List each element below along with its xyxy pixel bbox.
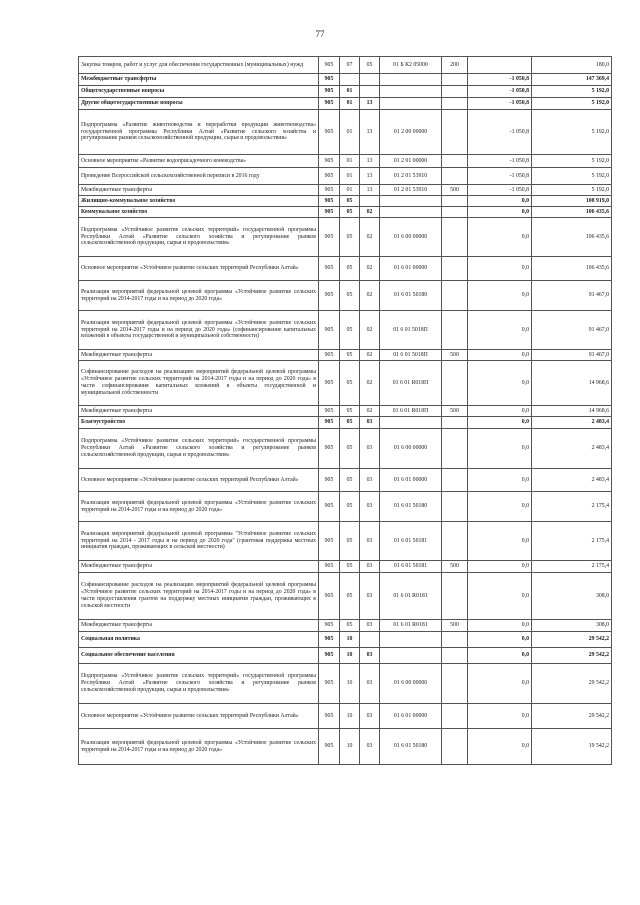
change-amount-cell: -1 050,8 (468, 74, 532, 86)
target-article-cell: 01 6 01 R018П (380, 361, 442, 406)
change-amount-cell: 0,0 (468, 729, 532, 765)
item-name-cell: Проведение Всероссийской сельскохозяйственной переписи в 2016 году (79, 168, 319, 185)
section-code-cell: 05 (340, 196, 360, 207)
glav-code-cell: 905 (319, 311, 340, 350)
subsection-code-cell: 02 (360, 207, 380, 218)
change-amount-cell: 0,0 (468, 648, 532, 664)
budget-table (78, 56, 612, 765)
table-row (79, 417, 612, 429)
expense-type-cell (442, 704, 468, 729)
section-code-cell: 01 (340, 155, 360, 168)
expense-type-cell (442, 632, 468, 648)
subsection-code-cell: 13 (360, 155, 380, 168)
glav-code-cell: 905 (319, 110, 340, 155)
table-row (79, 207, 612, 218)
total-amount-cell: 29 542,2 (532, 632, 612, 648)
target-article-cell: 01 6 00 00000 (380, 429, 442, 469)
section-code-cell: 05 (340, 417, 360, 429)
glav-code-cell: 905 (319, 257, 340, 281)
change-amount-cell (468, 57, 532, 74)
total-amount-cell: 2 175,4 (532, 561, 612, 573)
section-code-cell: 10 (340, 704, 360, 729)
section-code-cell: 10 (340, 664, 360, 704)
item-name-cell: Подпрограмма «Устойчивое развитие сельских территорий» государственной программы Республики Алтай «Развитие сельского хозяйства и регулирование рынков сельскохозяйственной продукции, сырья и продовольствия» (79, 218, 319, 257)
target-article-cell (380, 207, 442, 218)
subsection-code-cell (360, 632, 380, 648)
subsection-code-cell: 13 (360, 110, 380, 155)
item-name-cell: Подпрограмма «Развитие животноводства и переработки продукции животноводства» государственной программы Республики Алтай «Развитие сельского хозяйства и регулирование рынков сельскохозяйственной продукции, сырья и продовольствия» (79, 110, 319, 155)
change-amount-cell: -1 050,8 (468, 185, 532, 196)
expense-type-cell (442, 573, 468, 620)
expense-type-cell: 500 (442, 620, 468, 632)
expense-type-cell (442, 417, 468, 429)
subsection-code-cell: 03 (360, 492, 380, 522)
expense-type-cell: 500 (442, 561, 468, 573)
change-amount-cell: 0,0 (468, 704, 532, 729)
subsection-code-cell: 03 (360, 573, 380, 620)
change-amount-cell: 0,0 (468, 207, 532, 218)
glav-code-cell: 905 (319, 281, 340, 311)
table-row (79, 350, 612, 361)
expense-type-cell (442, 729, 468, 765)
total-amount-cell: 108 919,0 (532, 196, 612, 207)
glav-code-cell: 905 (319, 155, 340, 168)
change-amount-cell: 0,0 (468, 281, 532, 311)
total-amount-cell: 2 175,4 (532, 522, 612, 561)
item-name-cell: Закупка товаров, работ и услуг для обеспечения государственных (муниципальных) нужд (79, 57, 319, 74)
glav-code-cell: 905 (319, 561, 340, 573)
table-row (79, 196, 612, 207)
change-amount-cell: 0,0 (468, 632, 532, 648)
expense-type-cell (442, 207, 468, 218)
subsection-code-cell: 03 (360, 664, 380, 704)
table-row (79, 361, 612, 406)
expense-type-cell (442, 522, 468, 561)
table-row (79, 729, 612, 765)
glav-code-cell: 905 (319, 185, 340, 196)
section-code-cell: 01 (340, 98, 360, 110)
glav-code-cell: 905 (319, 522, 340, 561)
expense-type-cell (442, 98, 468, 110)
section-code-cell: 05 (340, 522, 360, 561)
subsection-code-cell: 02 (360, 361, 380, 406)
subsection-code-cell: 05 (360, 57, 380, 74)
table-row (79, 632, 612, 648)
glav-code-cell: 905 (319, 704, 340, 729)
subsection-code-cell (360, 74, 380, 86)
total-amount-cell: 14 968,6 (532, 361, 612, 406)
total-amount-cell: 2 483,4 (532, 469, 612, 492)
change-amount-cell: 0,0 (468, 620, 532, 632)
subsection-code-cell: 02 (360, 281, 380, 311)
expense-type-cell (442, 429, 468, 469)
change-amount-cell: 0,0 (468, 492, 532, 522)
expense-type-cell (442, 74, 468, 86)
table-row (79, 522, 612, 561)
item-name-cell: Реализация мероприятий федеральной целевой программы «Устойчивое развитие сельских территорий на 2014-2017 годы и на период до 2020 года» (79, 281, 319, 311)
total-amount-cell: 2 483,4 (532, 417, 612, 429)
table-row (79, 110, 612, 155)
expense-type-cell (442, 492, 468, 522)
subsection-code-cell: 02 (360, 350, 380, 361)
glav-code-cell: 905 (319, 469, 340, 492)
glav-code-cell: 905 (319, 573, 340, 620)
section-code-cell: 01 (340, 168, 360, 185)
table-row (79, 74, 612, 86)
change-amount-cell: -1 050,8 (468, 98, 532, 110)
table-row (79, 492, 612, 522)
expense-type-cell: 500 (442, 350, 468, 361)
item-name-cell: Межбюджетные трансферты (79, 350, 319, 361)
expense-type-cell (442, 664, 468, 704)
table-row (79, 257, 612, 281)
total-amount-cell: 147 369,4 (532, 74, 612, 86)
item-name-cell: Реализация мероприятий федеральной целевой программы «Устойчивое развитие сельских территорий на 2014-2017 годы и на период до 2020 года» (79, 492, 319, 522)
item-name-cell: Другие общегосударственные вопросы (79, 98, 319, 110)
expense-type-cell (442, 86, 468, 98)
glav-code-cell: 905 (319, 406, 340, 417)
expense-type-cell (442, 218, 468, 257)
subsection-code-cell: 03 (360, 417, 380, 429)
glav-code-cell: 905 (319, 664, 340, 704)
subsection-code-cell: 02 (360, 257, 380, 281)
target-article-cell (380, 86, 442, 98)
section-code-cell: 01 (340, 185, 360, 196)
target-article-cell: 01 6 01 00000 (380, 469, 442, 492)
change-amount-cell: -1 050,8 (468, 168, 532, 185)
change-amount-cell: 0,0 (468, 522, 532, 561)
subsection-code-cell (360, 86, 380, 98)
change-amount-cell: 0,0 (468, 196, 532, 207)
item-name-cell: Межбюджетные трансферты (79, 406, 319, 417)
section-code-cell: 05 (340, 406, 360, 417)
item-name-cell: Софинансирование расходов на реализацию мероприятий федеральной целевой программы «Устойчивое развитие сельских территорий на 2014-2017 годы и на период до 2020 года» в части софинансирования капитальных вложений в объекты государственной и муниципальной собственности (79, 361, 319, 406)
target-article-cell: 01 6 01 50181 (380, 561, 442, 573)
section-code-cell: 01 (340, 86, 360, 98)
target-article-cell (380, 98, 442, 110)
item-name-cell: Основное мероприятие «Устойчивое развитие сельских территорий Республики Алтай» (79, 257, 319, 281)
target-article-cell (380, 648, 442, 664)
section-code-cell: 05 (340, 281, 360, 311)
glav-code-cell: 905 (319, 57, 340, 74)
target-article-cell: 01 6 01 5018П (380, 350, 442, 361)
section-code-cell: 05 (340, 561, 360, 573)
glav-code-cell: 905 (319, 417, 340, 429)
target-article-cell: 01 6 01 50180 (380, 729, 442, 765)
target-article-cell: 01 6 01 R0181 (380, 620, 442, 632)
total-amount-cell: 5 192,0 (532, 185, 612, 196)
total-amount-cell: 2 175,4 (532, 492, 612, 522)
section-code-cell: 05 (340, 361, 360, 406)
change-amount-cell: 0,0 (468, 311, 532, 350)
section-code-cell: 05 (340, 311, 360, 350)
total-amount-cell: 5 192,0 (532, 155, 612, 168)
table-row (79, 218, 612, 257)
target-article-cell: 01 6 01 00000 (380, 704, 442, 729)
item-name-cell: Основное мероприятие «Развитие водоприсадочного коневодства» (79, 155, 319, 168)
table-row (79, 185, 612, 196)
table-row (79, 561, 612, 573)
expense-type-cell (442, 110, 468, 155)
glav-code-cell: 905 (319, 218, 340, 257)
total-amount-cell: 5 192,0 (532, 168, 612, 185)
section-code-cell: 07 (340, 57, 360, 74)
section-code-cell: 05 (340, 573, 360, 620)
subsection-code-cell: 03 (360, 704, 380, 729)
total-amount-cell: 91 467,0 (532, 311, 612, 350)
subsection-code-cell (360, 196, 380, 207)
total-amount-cell: 91 467,0 (532, 350, 612, 361)
glav-code-cell: 905 (319, 74, 340, 86)
total-amount-cell: 29 542,2 (532, 664, 612, 704)
table-row (79, 311, 612, 350)
table-row (79, 281, 612, 311)
table-row (79, 406, 612, 417)
change-amount-cell: 0,0 (468, 429, 532, 469)
glav-code-cell: 905 (319, 361, 340, 406)
target-article-cell: 01 6 01 00000 (380, 257, 442, 281)
item-name-cell: Социальная политика (79, 632, 319, 648)
target-article-cell: 01 6 01 5018П (380, 311, 442, 350)
glav-code-cell: 905 (319, 492, 340, 522)
glav-code-cell: 905 (319, 729, 340, 765)
subsection-code-cell: 03 (360, 429, 380, 469)
item-name-cell: Реализация мероприятий федеральной целевой программы «Устойчивое развитие сельских территорий на 2014-2017 годы и на период до 2020 года» (софинансирование капитальных вложений в объекты государственной и муниципальной собственности) (79, 311, 319, 350)
subsection-code-cell: 13 (360, 168, 380, 185)
subsection-code-cell: 03 (360, 522, 380, 561)
change-amount-cell: 0,0 (468, 350, 532, 361)
section-code-cell: 05 (340, 350, 360, 361)
target-article-cell: 01 6 01 50181 (380, 522, 442, 561)
change-amount-cell: 0,0 (468, 469, 532, 492)
section-code-cell: 10 (340, 632, 360, 648)
target-article-cell: 01 6 01 50180 (380, 492, 442, 522)
item-name-cell: Реализация мероприятий федеральной целевой программы "Устойчивое развитие сельских территорий на 2014 - 2017 годы и на период до 2020 года" (грантовая поддержка местных инициатив граждан, проживающих в сельской местности) (79, 522, 319, 561)
subsection-code-cell: 13 (360, 98, 380, 110)
total-amount-cell: 5 192,0 (532, 98, 612, 110)
subsection-code-cell: 03 (360, 469, 380, 492)
item-name-cell: Межбюджетные трансферты (79, 620, 319, 632)
item-name-cell: Жилищно-коммунальное хозяйство (79, 196, 319, 207)
section-code-cell: 05 (340, 469, 360, 492)
expense-type-cell (442, 281, 468, 311)
glav-code-cell: 905 (319, 86, 340, 98)
table-row (79, 573, 612, 620)
subsection-code-cell: 02 (360, 218, 380, 257)
expense-type-cell (442, 311, 468, 350)
item-name-cell: Софинансирование расходов на реализацию мероприятий федеральной целевой программы «Устойчивое развитие сельских территорий на 2014-2017 годы и на период до 2020 года» в части предоставления грантов на поддержку местных инициатив граждан, проживающих в сельской местности (79, 573, 319, 620)
table-row (79, 429, 612, 469)
expense-type-cell (442, 648, 468, 664)
subsection-code-cell: 02 (360, 311, 380, 350)
table-row (79, 704, 612, 729)
glav-code-cell: 905 (319, 168, 340, 185)
change-amount-cell: 0,0 (468, 218, 532, 257)
section-code-cell: 05 (340, 257, 360, 281)
subsection-code-cell: 13 (360, 185, 380, 196)
total-amount-cell: 5 192,0 (532, 86, 612, 98)
expense-type-cell (442, 257, 468, 281)
target-article-cell: 01 6 01 R018П (380, 406, 442, 417)
section-code-cell (340, 74, 360, 86)
subsection-code-cell: 03 (360, 648, 380, 664)
change-amount-cell: -1 050,8 (468, 86, 532, 98)
table-row (79, 469, 612, 492)
total-amount-cell: 29 542,2 (532, 648, 612, 664)
target-article-cell: 01 2 00 00000 (380, 110, 442, 155)
change-amount-cell: 0,0 (468, 361, 532, 406)
change-amount-cell: 0,0 (468, 573, 532, 620)
subsection-code-cell: 02 (360, 406, 380, 417)
change-amount-cell: -1 050,8 (468, 110, 532, 155)
total-amount-cell: 5 192,0 (532, 110, 612, 155)
section-code-cell: 05 (340, 429, 360, 469)
item-name-cell: Межбюджетные трансферты (79, 74, 319, 86)
change-amount-cell: 0,0 (468, 406, 532, 417)
target-article-cell: 01 6 00 00000 (380, 664, 442, 704)
item-name-cell: Основное мероприятие «Устойчивое развитие сельских территорий Республики Алтай» (79, 469, 319, 492)
total-amount-cell: 180,0 (532, 57, 612, 74)
target-article-cell (380, 196, 442, 207)
glav-code-cell: 905 (319, 429, 340, 469)
glav-code-cell: 905 (319, 648, 340, 664)
total-amount-cell: 2 483,4 (532, 429, 612, 469)
table-row (79, 648, 612, 664)
item-name-cell: Социальное обеспечение населения (79, 648, 319, 664)
change-amount-cell: 0,0 (468, 561, 532, 573)
section-code-cell: 01 (340, 110, 360, 155)
section-code-cell: 10 (340, 729, 360, 765)
section-code-cell: 05 (340, 492, 360, 522)
expense-type-cell: 500 (442, 406, 468, 417)
glav-code-cell: 905 (319, 207, 340, 218)
item-name-cell: Реализация мероприятий федеральной целевой программы «Устойчивое развитие сельских территорий на 2014-2017 годы и на период до 2020 года» (79, 729, 319, 765)
total-amount-cell: 91 467,0 (532, 281, 612, 311)
glav-code-cell: 905 (319, 620, 340, 632)
item-name-cell: Благоустройство (79, 417, 319, 429)
item-name-cell: Общегосударственные вопросы (79, 86, 319, 98)
glav-code-cell: 905 (319, 350, 340, 361)
section-code-cell: 10 (340, 648, 360, 664)
section-code-cell: 05 (340, 620, 360, 632)
target-article-cell (380, 74, 442, 86)
table-row (79, 57, 612, 74)
item-name-cell: Межбюджетные трансферты (79, 185, 319, 196)
target-article-cell: 01 Б К2 05000 (380, 57, 442, 74)
target-article-cell (380, 417, 442, 429)
item-name-cell: Коммунальное хозяйство (79, 207, 319, 218)
total-amount-cell: 29 542,2 (532, 704, 612, 729)
table-row (79, 155, 612, 168)
total-amount-cell: 106 435,6 (532, 218, 612, 257)
glav-code-cell: 905 (319, 98, 340, 110)
total-amount-cell: 308,0 (532, 620, 612, 632)
expense-type-cell (442, 155, 468, 168)
change-amount-cell: 0,0 (468, 417, 532, 429)
glav-code-cell: 905 (319, 632, 340, 648)
glav-code-cell: 905 (319, 196, 340, 207)
total-amount-cell: 106 435,6 (532, 257, 612, 281)
target-article-cell: 01 2 01 53910 (380, 168, 442, 185)
expense-type-cell (442, 196, 468, 207)
table-row (79, 620, 612, 632)
target-article-cell (380, 632, 442, 648)
target-article-cell: 01 2 01 00000 (380, 155, 442, 168)
subsection-code-cell: 03 (360, 729, 380, 765)
subsection-code-cell: 03 (360, 561, 380, 573)
section-code-cell: 05 (340, 207, 360, 218)
item-name-cell: Межбюджетные трансферты (79, 561, 319, 573)
total-amount-cell: 308,0 (532, 573, 612, 620)
target-article-cell: 01 6 01 50180 (380, 281, 442, 311)
target-article-cell: 01 2 01 53910 (380, 185, 442, 196)
expense-type-cell (442, 469, 468, 492)
change-amount-cell: 0,0 (468, 257, 532, 281)
table-row (79, 86, 612, 98)
expense-type-cell: 200 (442, 57, 468, 74)
target-article-cell: 01 6 00 00000 (380, 218, 442, 257)
page-number: 77 (315, 29, 325, 39)
item-name-cell: Основное мероприятие «Устойчивое развитие сельских территорий Республики Алтай» (79, 704, 319, 729)
table-row (79, 664, 612, 704)
total-amount-cell: 19 542,2 (532, 729, 612, 765)
table-row (79, 168, 612, 185)
target-article-cell: 01 6 01 R0181 (380, 573, 442, 620)
subsection-code-cell: 03 (360, 620, 380, 632)
table-row (79, 98, 612, 110)
section-code-cell: 05 (340, 218, 360, 257)
table-body (79, 57, 612, 765)
total-amount-cell: 106 435,6 (532, 207, 612, 218)
change-amount-cell: 0,0 (468, 664, 532, 704)
item-name-cell: Подпрограмма «Устойчивое развитие сельских территорий» государственной программы Республики Алтай «Развитие сельского хозяйства и регулирование рынков сельскохозяйственной продукции, сырья и продовольствия» (79, 664, 319, 704)
expense-type-cell (442, 168, 468, 185)
expense-type-cell (442, 361, 468, 406)
expense-type-cell: 500 (442, 185, 468, 196)
item-name-cell: Подпрограмма «Устойчивое развитие сельских территорий» государственной программы Республики Алтай «Развитие сельского хозяйства и регулирование рынков сельскохозяйственной продукции, сырья и продовольствия» (79, 429, 319, 469)
change-amount-cell: -1 050,8 (468, 155, 532, 168)
total-amount-cell: 14 968,6 (532, 406, 612, 417)
